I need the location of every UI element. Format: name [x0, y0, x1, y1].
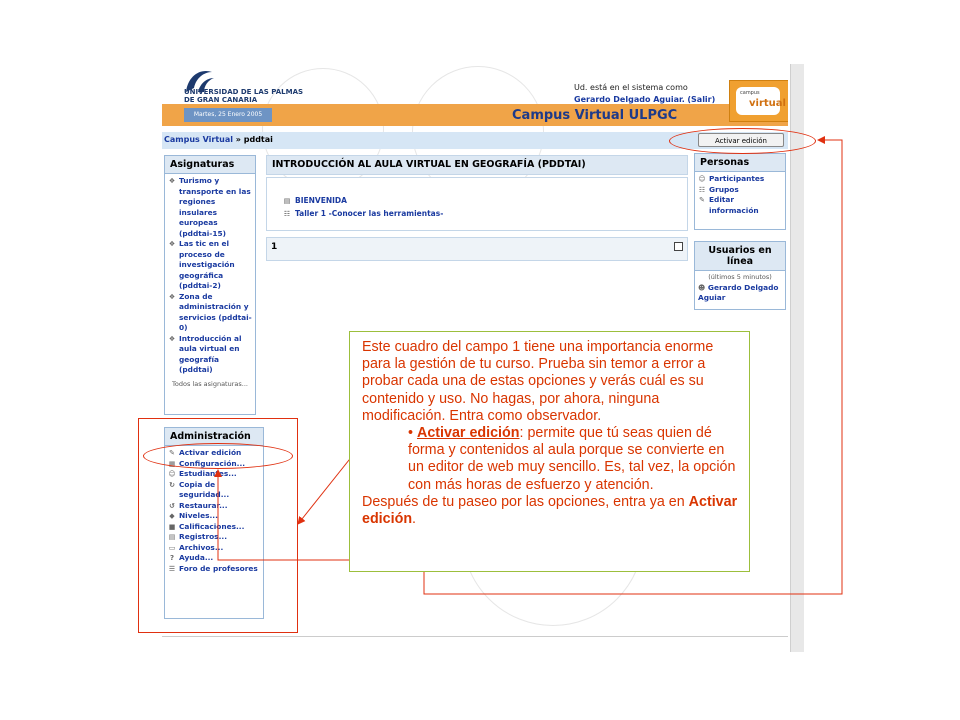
- resource-taller1-link[interactable]: ☷ Taller 1 -Conocer las herramientas-: [283, 209, 444, 218]
- callout-bullet-text: : permite que tú seas quien dé forma y contenidos al aula porque se convierte en un editor de web muy sencillo. Es, tal vez, la opción con más horas de esfuerzo y atención.: [408, 425, 736, 493]
- restore-icon: ↺: [169, 501, 175, 510]
- resource-bienvenida-link[interactable]: ▤ BIENVENIDA: [283, 196, 347, 205]
- callout-closing-text: Después de tu paseo por las opciones, entra ya en: [362, 493, 685, 510]
- university-name-line: DE GRAN CANARIA: [184, 96, 258, 104]
- all-courses-link[interactable]: Todos las asignaturas...: [172, 379, 248, 388]
- forum-icon: ☰: [168, 564, 176, 573]
- administracion-title: Administración: [165, 428, 263, 446]
- admin-configuracion-link[interactable]: ▦ Configuración...: [168, 458, 246, 468]
- admin-restaurar-link[interactable]: ↺ Restaurar...: [169, 500, 228, 510]
- breadcrumb-home-link[interactable]: Campus Virtual: [164, 135, 233, 144]
- personas-title: Personas: [695, 154, 785, 172]
- asignaturas-title: Asignaturas: [165, 156, 255, 174]
- admin-niveles-link[interactable]: ◆ Niveles...: [169, 511, 218, 520]
- logs-icon: ▤: [168, 533, 176, 541]
- course-link[interactable]: ❖ Turismo y transporte en las regiones insulares europeas (pddtai-15): [168, 176, 251, 238]
- avatar-icon: ☻: [698, 284, 706, 292]
- admin-estudiantes-link[interactable]: ☺ Estudiantes...: [168, 469, 237, 478]
- users-icon: ☺: [168, 470, 176, 478]
- grupos-link[interactable]: ☷ Grupos: [698, 184, 739, 194]
- logo-small-text: campus: [740, 90, 760, 96]
- admin-copia-seguridad-link[interactable]: ↻ Copia de seguridad...: [169, 479, 230, 499]
- course-title: INTRODUCCIÓN AL AULA VIRTUAL EN GEOGRAFÍA (PDDTAI): [267, 156, 687, 174]
- site-title: Campus Virtual ULPGC: [512, 108, 678, 123]
- online-user-link[interactable]: ☻ Gerardo Delgado Aguiar: [698, 283, 779, 302]
- callout-intro: Este cuadro del campo 1 tiene una importancia enorme para la gestión de tu curso. Prueba sin temor a error a probar cada una de estas opciones y verás cuál es su contenido y uso. No hagas, por ahora, ninguna modificación. Entra como observador.: [362, 339, 714, 424]
- help-icon: ?: [169, 554, 175, 562]
- grades-icon: ■: [168, 522, 176, 531]
- login-prefix: Ud. está en el sistema como: [574, 83, 688, 92]
- course-icon: ❖: [168, 240, 176, 248]
- university-name-line: UNIVERSIDAD DE LAS PALMAS: [184, 88, 304, 96]
- breadcrumb-separator: »: [235, 135, 241, 144]
- course-icon: ❖: [168, 334, 176, 343]
- admin-foro-profesores-link[interactable]: ☰ Foro de profesores: [168, 563, 258, 573]
- usuarios-title: Usuarios en línea: [695, 242, 785, 271]
- bullet-symbol: •: [408, 425, 414, 442]
- arrow-to-admin-block: [298, 455, 353, 524]
- logo-big-text: virtual: [749, 98, 786, 109]
- backup-icon: ↻: [169, 480, 175, 489]
- logout-link[interactable]: (Salir): [687, 95, 716, 104]
- editar-informacion-link[interactable]: ✎ Editar información: [699, 195, 759, 215]
- participantes-link[interactable]: ☺ Participantes: [698, 174, 765, 183]
- course-link[interactable]: ❖ Las tic en el proceso de investigación geográfica (pddtai-2): [168, 239, 235, 290]
- course-link[interactable]: ❖ Introducción al aula virtual en geografía (pddtai): [168, 333, 242, 374]
- usuarios-note: (últimos 5 minutos): [708, 273, 772, 281]
- document-icon: ▤: [283, 196, 291, 205]
- activar-edicion-button[interactable]: Activar edición: [698, 133, 784, 147]
- course-link[interactable]: ❖ Zona de administración y servicios (pddtai-0): [168, 291, 252, 332]
- user-profile-link[interactable]: Gerardo Delgado Aguiar.: [574, 95, 685, 104]
- admin-ayuda-link[interactable]: ? Ayuda...: [169, 553, 214, 562]
- instruction-callout: [349, 331, 750, 572]
- course-icon: ❖: [168, 177, 176, 185]
- course-icon: ❖: [168, 292, 176, 301]
- admin-archivos-link[interactable]: ▭ Archivos...: [168, 542, 224, 552]
- edit-icon: ✎: [699, 196, 705, 204]
- topic-number: 1: [271, 242, 278, 252]
- users-icon: ☺: [698, 175, 706, 183]
- callout-bullet: [362, 425, 739, 494]
- folder-icon: ▭: [168, 543, 176, 552]
- group-icon: ☷: [283, 209, 291, 218]
- admin-registros-link[interactable]: ▤ Registros...: [168, 532, 228, 541]
- date-label: Martes, 25 Enero 2005: [184, 108, 272, 122]
- breadcrumb-current: pddtai: [243, 135, 273, 144]
- group-icon: ☷: [698, 185, 706, 194]
- edit-icon: ✎: [169, 449, 175, 457]
- admin-activar-edicion-link[interactable]: ✎ Activar edición: [169, 448, 242, 457]
- settings-icon: ▦: [168, 459, 176, 468]
- levels-icon: ◆: [169, 512, 175, 520]
- callout-closing-end: .: [412, 511, 417, 528]
- callout-bullet-term: Activar edición: [417, 425, 520, 442]
- callout-closing: [362, 494, 739, 528]
- callout-closing-term: Activar edición: [362, 493, 738, 528]
- admin-calificaciones-link[interactable]: ■ Calificaciones...: [168, 521, 245, 531]
